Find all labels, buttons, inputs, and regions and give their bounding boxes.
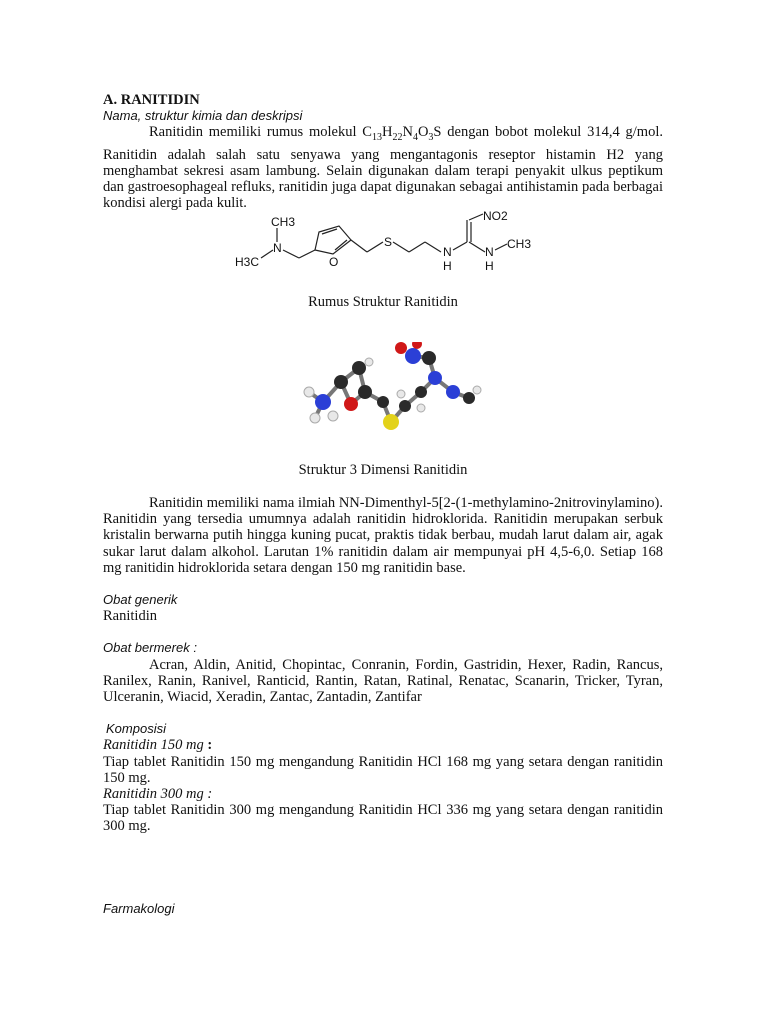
pharmacology-label: Farmakologi xyxy=(103,900,175,916)
atom-c-3 xyxy=(358,385,372,399)
formula-s: S xyxy=(433,124,442,141)
atom-h-1 xyxy=(304,387,314,397)
atom-h-3 xyxy=(328,411,338,421)
composition-item-1-colon: : xyxy=(203,737,213,754)
atom-o-nitro-1 xyxy=(395,342,407,354)
atom-h-6 xyxy=(417,404,425,412)
composition-item-1-text: Tiap tablet Ranitidin 150 mg mengandung Ranitidin HCl 168 mg yang setara dengan ranitidin 150 mg. xyxy=(103,753,663,786)
formula-h: H xyxy=(381,124,393,141)
lower-content xyxy=(103,495,663,917)
atom-c-7 xyxy=(422,351,436,365)
label-ch3-right: CH3 xyxy=(507,237,532,251)
formula-n: N xyxy=(402,124,413,141)
label-s-atom: S xyxy=(384,235,393,249)
atom-o-ring xyxy=(344,397,358,411)
atom-n-nitro xyxy=(405,348,421,364)
caption-structure-2d: Rumus Struktur Ranitidin xyxy=(308,294,458,310)
formula-c: C xyxy=(362,124,372,141)
atom-c-5 xyxy=(399,400,411,412)
formula-sub-3: 3 xyxy=(428,132,434,144)
label-n-left: N xyxy=(273,241,282,255)
atom-o-nitro-2 xyxy=(412,342,422,349)
atom-n-2 xyxy=(428,371,442,385)
label-h-amine-right: H xyxy=(485,259,494,273)
intro-text-1: Ranitidin memiliki rumus molekul xyxy=(149,124,363,141)
composition-item-1-name: Ranitidin 150 mg xyxy=(103,737,204,754)
composition-label: Komposisi xyxy=(106,721,166,737)
atom-c-8 xyxy=(463,392,475,404)
caption-structure-3d: Struktur 3 Dimensi Ranitidin xyxy=(298,462,468,478)
label-h-amine-left: H xyxy=(443,259,452,273)
atom-n-3 xyxy=(446,385,460,399)
intro-paragraph xyxy=(103,124,663,211)
generic-label: Obat generik xyxy=(103,592,178,608)
atom-c-1 xyxy=(334,375,348,389)
label-ch3-top: CH3 xyxy=(271,215,296,229)
structure-3d-figure xyxy=(293,342,483,442)
atom-h-5 xyxy=(473,386,481,394)
label-n-amine-left: N xyxy=(443,245,452,259)
subheading: Nama, struktur kimia dan deskripsi xyxy=(103,108,303,124)
document-page xyxy=(103,92,663,916)
brand-list: Acran, Aldin, Anitid, Chopintac, Conranin, Fordin, Gastridin, Hexer, Radin, Rancus, Ranilex, Ranin, Ranivel, Ranticid, Rantin, Ratan, Ratinal, Renatac, Scanarin, Tricker, Tyran, Ulceranin, Wiacid, Xeradin, Zantac, Zantadin, Zantifar xyxy=(103,656,663,706)
composition-item-2-title: Ranitidin 300 mg : xyxy=(103,786,213,803)
atom-h-2 xyxy=(310,413,320,423)
description-paragraph: Ranitidin memiliki nama ilmiah NN-Dimenthyl-5[2-(1-methylamino-2nitrovinylamino). Ranitidin yang tersedia umumnya adalah ranitidin hidroklorida. Ranitidin merupakan serbuk kristalin berwarna putih hingga kuning pucat, praktis tidak berbau, mudah larut dalam air, agak sukar larut dalam alkohol. Larutan 1% ranitidin dalam air mempunyai pH 4,5-6,0. Setiap 168 mg ranitidin hidroklorida setara dengan 150 mg ranitidin base. xyxy=(103,495,663,576)
composition-item-1-title xyxy=(103,737,663,753)
intro-text-2: dengan bobot molekul 314,4 g/mol. Ranitidin adalah salah satu senyawa yang mengantagonis reseptor histamin H2 yang menghambat sekresi asam lambung. Selain digunakan dalam terapi penyakit ulkus peptikum dan gastroesophageal refluks, ranitidin juga dapat digunakan sebagai antihistamin pada berbagai kondisi alergi pada kulit. xyxy=(103,124,663,212)
atom-h-7 xyxy=(397,390,405,398)
formula-sub-13: 13 xyxy=(371,132,382,144)
atom-c-4 xyxy=(377,396,389,408)
label-o-ring: O xyxy=(329,255,339,269)
atom-n-1 xyxy=(315,394,331,410)
brand-label: Obat bermerek : xyxy=(103,640,197,656)
label-no2: NO2 xyxy=(483,210,508,223)
formula-o: O xyxy=(417,124,429,141)
formula-sub-4: 4 xyxy=(412,132,418,144)
label-n-amine-right: N xyxy=(485,245,494,259)
atom-group xyxy=(304,342,481,430)
atom-s xyxy=(383,414,399,430)
atom-c-2 xyxy=(352,361,366,375)
label-h3c: H3C xyxy=(235,255,260,269)
atom-c-6 xyxy=(415,386,427,398)
atom-h-4 xyxy=(365,358,373,366)
structure-2d-figure xyxy=(233,210,537,282)
composition-item-2-text: Tiap tablet Ranitidin 300 mg mengandung Ranitidin HCl 336 mg yang setara dengan ranitidin 300 mg. xyxy=(103,802,663,835)
formula-sub-22: 22 xyxy=(392,132,403,144)
section-heading: A. RANITIDIN xyxy=(103,92,200,108)
generic-value: Ranitidin xyxy=(103,608,157,625)
